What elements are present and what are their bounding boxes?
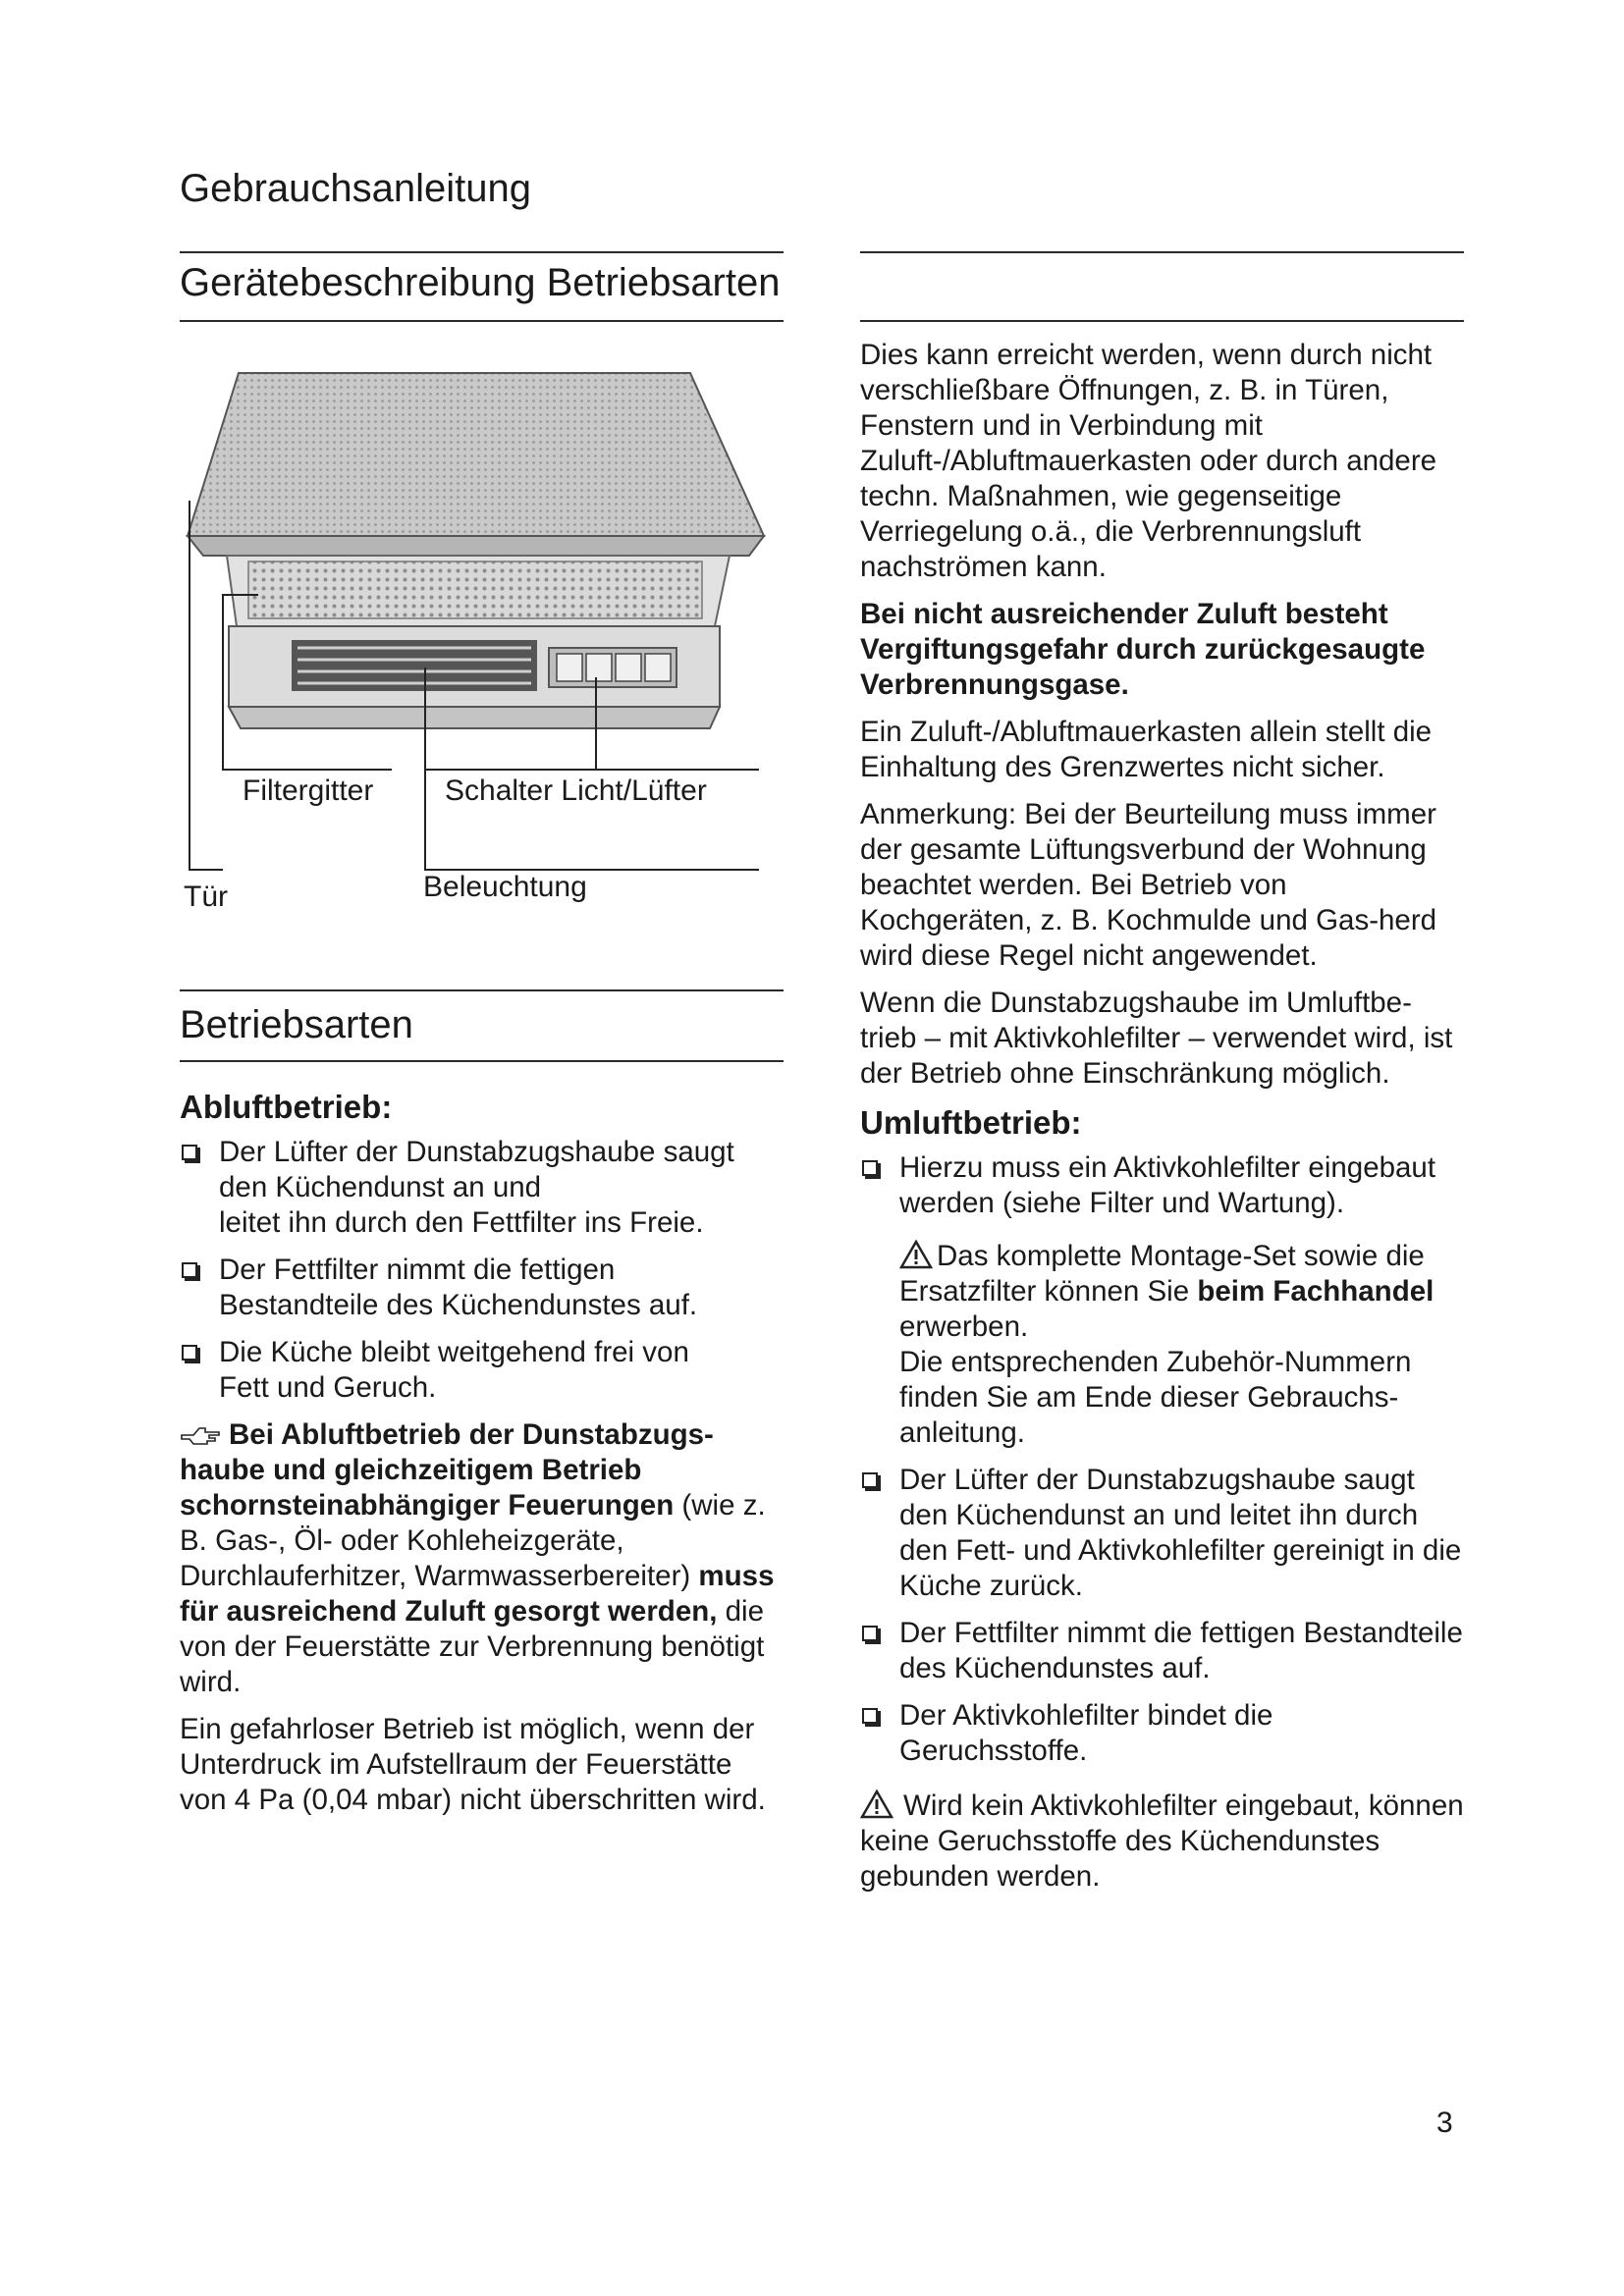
umluft-warning-1-text-c: Die entsprechenden Zubehör-Nummern finden Sie am Ende dieser Gebrauchs-anleitung. — [899, 1346, 1412, 1449]
hood-illustration — [180, 363, 784, 933]
abluft-item-1-line-3: leitet ihn durch den Fettfilter ins Freie. — [219, 1206, 704, 1239]
abluft-item-2-line-2: Bestandteile des Küchendunstes auf. — [219, 1289, 698, 1321]
abluft-note — [180, 1417, 784, 1700]
abluft-note-text-1: (wie z. B. Gas-, Öl- oder Kohleheizgeräte, Durchlauferhitzer, Warmwasserbereiter) — [180, 1489, 766, 1592]
abluft-item-1-line-1: Der Lüfter der Dunstabzugshaube saugt — [219, 1136, 734, 1168]
warning-triangle-icon — [899, 1240, 933, 1269]
abluft-item-1-line-2: den Küchendunst an und — [219, 1171, 542, 1203]
right-column — [860, 338, 1464, 1906]
filter-grid — [248, 561, 702, 618]
section-title-geraetebeschreibung: Gerätebeschreibung Betriebsarten — [180, 261, 781, 304]
checkbox-square-icon — [862, 1160, 878, 1176]
abluft-note-bold-2: muss für ausreichend Zuluft gesorgt werden, — [180, 1560, 775, 1628]
list-item — [860, 1463, 1464, 1604]
abluft-heading: Abluftbetrieb: — [180, 1089, 393, 1125]
umluft-list-1 — [860, 1150, 1464, 1221]
list-item — [180, 1253, 784, 1323]
label-filtergitter: Filtergitter — [243, 774, 374, 807]
umluft-item-4: Der Aktivkohlefilter bindet die Geruchsstoffe. — [899, 1699, 1273, 1767]
umluft-warning-1-bold: beim Fachhandel — [1197, 1275, 1435, 1308]
abluft-item-3-line-1: Die Küche bleibt weitgehend frei von — [219, 1336, 689, 1368]
pointing-hand-icon — [180, 1424, 223, 1446]
umluft-warning-2-text: Wird kein Aktivkohlefilter eingebaut, können keine Geruchsstoffe des Küchendunstes gebunden werden. — [860, 1789, 1464, 1893]
right-paragraph-3: Ein Zuluft-/Abluftmauerkasten allein stellt die Einhaltung des Grenzwertes nicht sicher. — [860, 716, 1433, 783]
list-item — [860, 1698, 1464, 1769]
umluft-item-1: Hierzu muss ein Aktivkohlefilter eingebaut werden (siehe Filter und Wartung). — [899, 1151, 1436, 1219]
document-title: Gebrauchsanleitung — [180, 167, 532, 210]
rule-right-sub — [860, 320, 1464, 322]
abluft-list — [180, 1135, 784, 1406]
right-paragraph-2 — [860, 597, 1464, 703]
abluft-item-3-line-2: Fett und Geruch. — [219, 1371, 437, 1404]
umluft-heading: Umluftbetrieb: — [860, 1104, 1082, 1141]
label-tuer: Tür — [184, 881, 228, 913]
rule-left-sub — [180, 320, 784, 322]
umluft-list-2 — [860, 1463, 1464, 1769]
list-item — [180, 1335, 784, 1406]
abluft-note-bold-1: Bei Abluftbetrieb der Dunstabzugs-haube und gleichzeitigem Betrieb schornsteinabhängiger Feuerungen — [180, 1418, 714, 1522]
rule-betriebsarten-bottom — [180, 1060, 784, 1062]
umluft-item-2: Der Lüfter der Dunstabzugshaube saugt den Küchendunst an und leitet ihn durch den Fett- und Aktivkohlefilter gereinigt in die Küche zurück. — [899, 1464, 1462, 1602]
rule-right-top — [860, 251, 1464, 253]
checkbox-square-icon — [182, 1262, 197, 1278]
list-item — [180, 1135, 784, 1241]
abluft-note-text-2: die von der Feuerstätte zur Verbrennung benötigt wird. — [180, 1595, 765, 1698]
section-title-betriebsarten: Betriebsarten — [180, 1003, 413, 1046]
list-item — [860, 1150, 1464, 1221]
abluft-item-2-line-1: Der Fettfilter nimmt die fettigen — [219, 1254, 616, 1286]
label-schalter-licht-luefter: Schalter Licht/Lüfter — [445, 774, 707, 807]
page-number: 3 — [1436, 2107, 1453, 2139]
abluft-paragraph: Ein gefahrloser Betrieb ist möglich, wenn der Unterdruck im Aufstellraum der Feuerstätte von 4 Pa (0,04 mbar) nicht überschritten wird. — [180, 1713, 766, 1816]
right-paragraph-5: Wenn die Dunstabzugshaube im Umluftbe-trieb – mit Aktivkohlefilter – verwendet wird, ist der Betrieb ohne Einschränkung möglich. — [860, 987, 1453, 1090]
left-column — [180, 1088, 784, 1830]
umluft-warning-1-text-b: erwerben. — [899, 1310, 1029, 1343]
rule-left-top — [180, 251, 784, 253]
umluft-warning-2 — [860, 1789, 1464, 1895]
right-paragraph-2-bold: Bei nicht ausreichender Zuluft besteht Vergiftungsgefahr durch zurückgesaugte Verbrennungsgase. — [860, 598, 1426, 701]
warning-triangle-icon — [860, 1789, 893, 1819]
checkbox-square-icon — [182, 1145, 197, 1160]
checkbox-square-icon — [862, 1708, 878, 1724]
checkbox-square-icon — [862, 1472, 878, 1488]
list-item — [860, 1616, 1464, 1686]
right-paragraph-1: Dies kann erreicht werden, wenn durch nicht verschließbare Öffnungen, z. B. in Türen, Fenstern und in Verbindung mit Zuluft-/Abluftmauerkasten oder durch andere techn. Maßnahmen, wie gegenseitige Verriegelung o.ä., die Verbrennungsluft nachströmen kann. — [860, 339, 1437, 583]
label-beleuchtung: Beleuchtung — [423, 871, 587, 903]
umluft-item-3: Der Fettfilter nimmt die fettigen Bestandteile des Küchendunstes auf. — [899, 1617, 1463, 1684]
checkbox-square-icon — [862, 1626, 878, 1641]
umluft-warning-1 — [860, 1239, 1464, 1451]
rule-betriebsarten-top — [180, 989, 784, 991]
hood-top-plate — [188, 373, 764, 536]
right-paragraph-4: Anmerkung: Bei der Beurteilung muss immer der gesamte Lüftungsverbund der Wohnung beachtet werden. Bei Betrieb von Kochgeräten, z. B. Kochmulde und Gas-herd wird diese Regel nicht angewendet. — [860, 798, 1437, 972]
umluft-warning-1-text-a: Das komplette Montage-Set sowie die Ersatzfilter können Sie — [899, 1240, 1425, 1308]
checkbox-square-icon — [182, 1345, 197, 1361]
